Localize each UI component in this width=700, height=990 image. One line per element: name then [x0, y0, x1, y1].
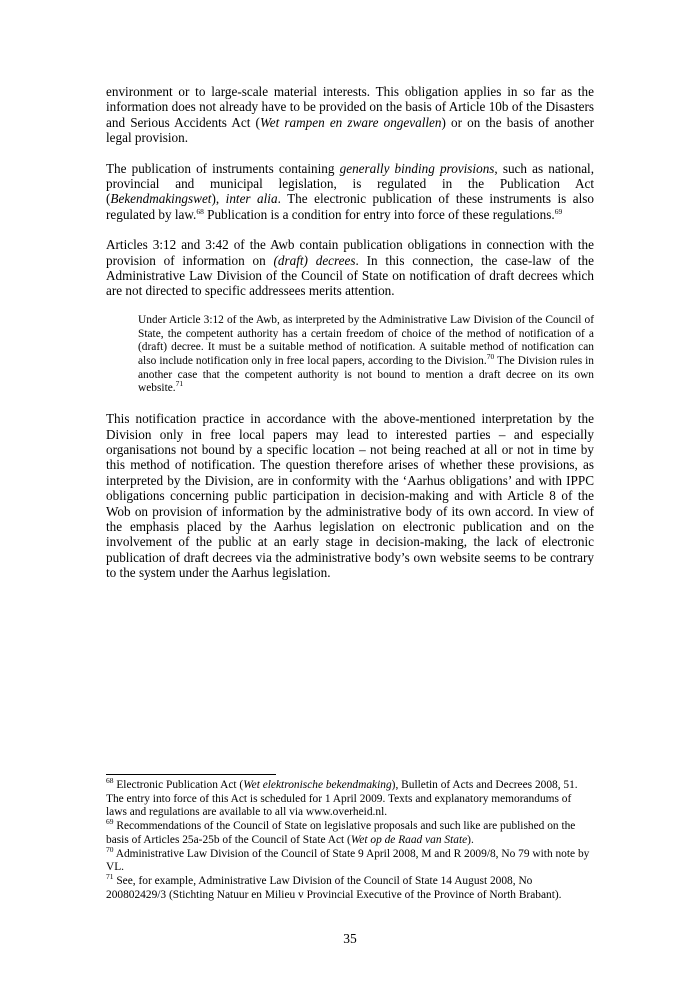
p1-italic-act-name: Wet rampen en zware ongevallen — [259, 114, 442, 130]
footnote-italic: Wet op de Raad van State — [350, 833, 468, 846]
footnote-70 — [106, 844, 594, 875]
paragraph-2 — [106, 161, 594, 223]
footnote-text: Administrative Law Division of the Council of State 9 April 2008, M and R 2009/8, No 79 with note by VL. — [106, 847, 590, 874]
footnote-number: 68 — [106, 776, 114, 785]
footnote-italic: Wet elektronische bekendmaking — [243, 779, 392, 791]
footnote-ref-70[interactable]: 70 — [486, 351, 495, 361]
footnote-text: See, for example, Administrative Law Division of the Council of State 14 August 2008, No 200802429/3 (Stichting Natuur en Milieu v Provincial Executive of the Province of North Brabant). — [106, 874, 562, 901]
p2-text-h: Publication is a condition for entry into force of these regulations. — [203, 206, 555, 222]
footnote-text: Recommendations of the Council of State on legislative proposals and such like are published on the basis of Articles 25a-25b of the Council of State Act ( — [106, 820, 576, 846]
footnote-ref-71[interactable]: 71 — [175, 379, 184, 389]
footnote-68 — [106, 776, 594, 820]
page-number: 35 — [343, 931, 357, 946]
footnotes-section — [106, 774, 594, 902]
p2-text-g: . The electronic publication of these instruments is also regulated by law. — [106, 191, 594, 222]
quote-text-b: The Division rules in another case that the competent authority is not bound to mention a draft decree on its own website. — [138, 354, 594, 395]
footnote-number: 69 — [106, 817, 114, 827]
footnote-ref-69[interactable]: 69 — [554, 206, 563, 216]
p2-text-e: ), — [211, 191, 226, 207]
footnote-text: ). — [467, 833, 474, 846]
p2-italic-f: inter alia — [225, 191, 278, 207]
page-body — [106, 84, 594, 596]
p1-text-c: ) or on the basis of another legal provision. — [106, 114, 594, 146]
paragraph-1 — [106, 84, 594, 146]
footnote-text: ), Bulletin of Acts and Decrees 2008, 51. The entry into force of this Act is scheduled for 1 April 2009. Texts and explanatory memorandums of laws and regulations are available to all via www.overheid.nl. — [106, 779, 578, 819]
footnote-71 — [106, 871, 594, 902]
footnote-69 — [106, 817, 594, 847]
p3-text-c: . In this connection, the case-law of the Administrative Law Division of the Council of State on notification of draft decrees which are not directed to specific addressees merits attention. — [106, 252, 594, 299]
block-quote — [138, 314, 594, 396]
quote-text-a: Under Article 3:12 of the Awb, as interpreted by the Administrative Law Division of the Council of State, the competent authority has a certain freedom of choice of the method of notification of a (draft) decree. It must be a suitable method of notification. A suitable method of notification can also include notification only in free local papers, according to the Division. — [138, 313, 594, 367]
footnote-divider — [106, 774, 276, 775]
footnote-number: 70 — [106, 844, 114, 854]
footnote-number: 71 — [106, 871, 114, 881]
footnote-ref-68[interactable]: 68 — [196, 206, 204, 216]
p2-text-c: , such as national, provincial and municipal legislation, is regulated in the Publication Act ( — [106, 160, 595, 207]
paragraph-3 — [106, 237, 594, 299]
p3-italic-b: (draft) decrees — [273, 252, 356, 268]
p3-text-a: Articles 3:12 and 3:42 of the Awb contain publication obligations in connection with the provision of information on — [106, 237, 594, 268]
p2-italic-d: Bekendmakingswet — [110, 191, 212, 207]
footnote-text: Electronic Publication Act ( — [113, 779, 244, 791]
p2-italic-b: generally binding provisions — [339, 160, 495, 176]
p2-text-a: The publication of instruments containing — [106, 160, 340, 176]
paragraph-4: This notification practice in accordance with the above-mentioned interpretation by the Division only in free local papers may lead to interested parties – and especially organisations not bound by a specific location – not being reached at all or not in time by this method of notification. The question therefore arises of whether these provisions, as interpreted by the Division, are in conformity with the ‘Aarhus obligations’ and with IPPC obligations concerning public participation in decision-making and with Article 8 of the Wob on provision of information by the administrative body of its own accord. In view of the emphasis placed by the Aarhus legislation on electronic publication and on the involvement of the public at an early stage in decision-making, the lack of electronic publication of draft decrees via the administrative body’s own website seems to be contrary to the system under the Aarhus legislation. — [106, 411, 594, 581]
p1-text-a: environment or to large-scale material interests. This obligation applies in so far as the information does not already have to be provided on the basis of Article 10b of the Disasters and Serious Accidents Act ( — [106, 84, 594, 130]
